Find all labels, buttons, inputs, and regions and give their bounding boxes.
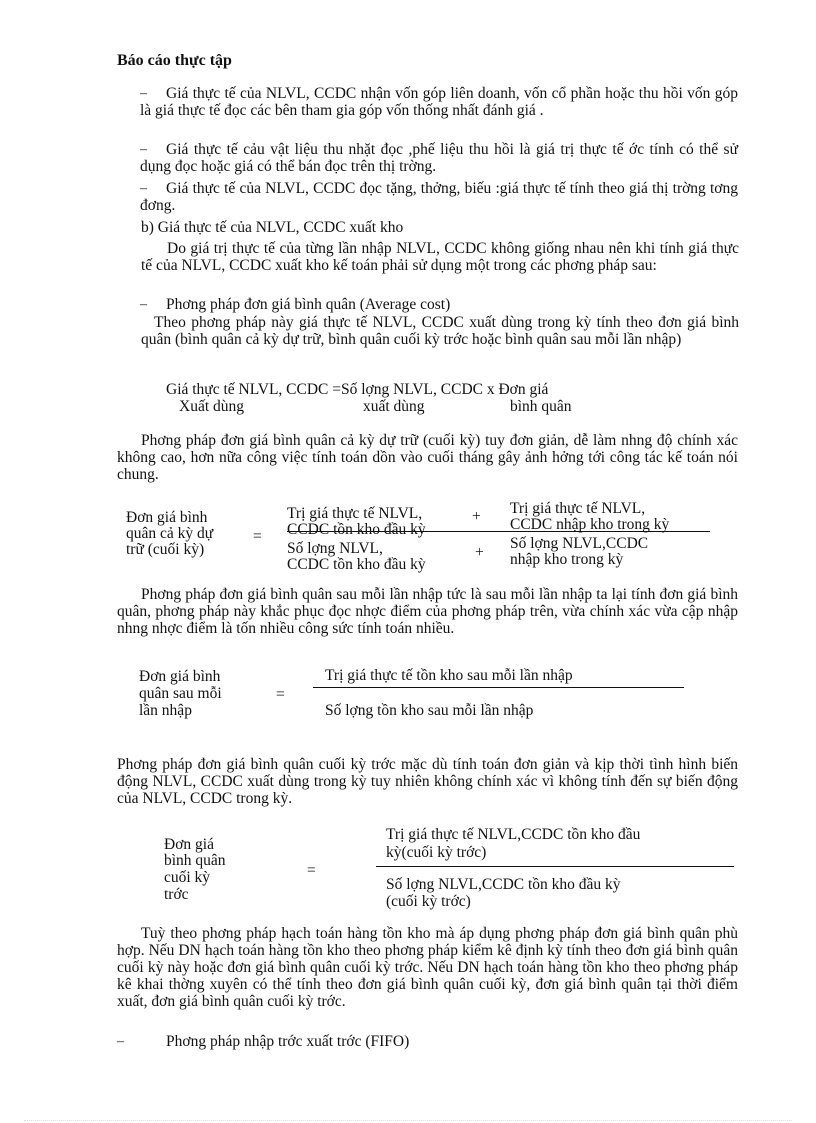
formula-2-equals: = [253, 528, 262, 545]
formula-1-line: Giá thực tế NLVL, CCDC =Số lợng NLVL, CCDC x Đơn giá [166, 381, 549, 398]
formula-2-plus-top: + [472, 508, 481, 525]
formula-2-lhs-2: quân cả kỳ dự [126, 525, 214, 542]
formula-2-num-1a: Trị giá thực tế NLVL, [287, 505, 423, 522]
paragraph-sau-moi-lan-nhap: Phơng pháp đơn giá bình quân sau mỗi lần nhập tức là sau mỗi lần nhập ta lại tính đơn giá bình quân, phơng pháp này khắc phục đọc nhợc điểm của phơng pháp trên, vừa chính xác vừa cập nhập nhng nhợc điểm là tốn nhiều công sức tính toán nhiều. [117, 586, 738, 637]
formula-2-plus-bottom: + [475, 544, 484, 561]
formula-2-num-2b: CCDC nhập kho trong kỳ [510, 516, 670, 533]
formula-4-equals: = [307, 862, 316, 879]
formula-4-lhs-2: bình quân [164, 852, 226, 869]
bullet-dash: – [140, 86, 147, 101]
bullet-dash: – [117, 1034, 124, 1049]
method-average-cost: Phơng pháp đơn giá bình quân (Average cost) [166, 296, 451, 313]
formula-3-equals: = [276, 686, 285, 703]
formula-4-den-1: Số lợng NLVL,CCDC tồn kho đầu kỳ [386, 876, 621, 893]
formula-4-den-2: (cuối kỳ trớc) [386, 893, 471, 910]
formula-4-fraction-bar [376, 866, 734, 867]
formula-2-num-1b: CCDC tồn kho đầu kỳ [287, 521, 426, 538]
formula-2-den-2a: Số lợng NLVL,CCDC [510, 535, 649, 552]
formula-4-num-2: kỳ(cuối kỳ trớc) [386, 844, 487, 861]
page-bottom-divider [24, 1120, 792, 1121]
bullet-dash: – [140, 297, 147, 312]
formula-2-den-2b: nhập kho trong kỳ [510, 551, 624, 568]
page-header: Báo cáo thực tập [117, 52, 232, 69]
formula-2-lhs-3: trữ (cuối kỳ) [126, 541, 205, 558]
formula-3-lhs-3: lần nhập [139, 702, 192, 719]
paragraph-ca-ky-du-tru: Phơng pháp đơn giá bình quân cả kỳ dự trữ (cuối kỳ) tuy đơn giản, dễ làm nhng độ chính xác không cao, hơn nữa công việc tính toán dồn vào cuối tháng gây ảnh hởng tới công tác kế toán nói chung. [117, 432, 738, 483]
paragraph-intro: Do giá trị thực tế của từng lần nhập NLVL, CCDC không giống nhau nên khi tính giá thực tế của NLVL, CCDC xuất kho kế toán phải sử dụng một trong các phơng pháp sau: [141, 240, 739, 274]
formula-2-num-2a: Trị giá thực tế NLVL, [510, 500, 646, 517]
paragraph-average-desc: Theo phơng pháp này giá thực tế NLVL, CCDC xuất dùng trong kỳ tính theo đơn giá bình quân (bình quân cả kỳ dự trữ, bình quân cuối kỳ trớc hoặc bình quân sau mỗi lần nhập) [141, 314, 739, 348]
formula-2-den-1b: CCDC tồn kho đầu kỳ [287, 556, 426, 573]
formula-3-lhs-1: Đơn giá bình [139, 668, 221, 685]
bullet-dash: – [140, 142, 147, 157]
formula-1-sub-binh-quan: bình quân [510, 398, 572, 415]
paragraph-bullet-2: Giá thực tế cảu vật liệu thu nhặt đọc ,phế liệu thu hồi là giá trị thực tế ớc tính có thể sử dụng đọc hoặc giá có thể bán đọc trên thị trờng. [140, 141, 738, 175]
method-fifo: Phơng pháp nhập trớc xuất trớc (FIFO) [166, 1033, 410, 1050]
formula-2-fraction-bar [287, 531, 710, 532]
formula-3-denominator: Số lợng tồn kho sau mỗi lần nhập [325, 702, 534, 719]
formula-2-lhs-1: Đơn giá bình [126, 509, 208, 526]
formula-2-den-1a: Số lợng NLVL, [287, 540, 383, 557]
formula-4-lhs-4: trớc [164, 886, 189, 903]
formula-1-sub-xuat-dung-2: xuất dùng [363, 398, 425, 415]
paragraph-tuy-theo: Tuỳ theo phơng pháp hạch toán hàng tồn kho mà áp dụng phơng pháp đơn giá bình quân phù hợp. Nếu DN hạch toán hàng tồn kho theo phơng pháp kiểm kê định kỳ tính theo đơn giá bình quân cuối kỳ này hoặc đơn giá bình quân cuối kỳ trớc. Nếu DN hạch toán hàng tồn kho theo phơng pháp kê khai thờng xuyên có thể tính theo đơn giá bình quân cuối kỳ, đơn giá bình quân tại thời điểm xuất, đơn giá bình quân cuối kỳ trớc. [117, 925, 738, 1010]
formula-4-lhs-1: Đơn giá [164, 836, 214, 853]
formula-4-num-1: Trị giá thực tế NLVL,CCDC tồn kho đầu [386, 826, 641, 843]
formula-1-sub-xuat-dung: Xuất dùng [179, 398, 245, 415]
paragraph-cuoi-ky-truoc: Phơng pháp đơn giá bình quân cuối kỳ trớc mặc dù tính toán đơn giản và kịp thời tình hình biến động NLVL, CCDC xuất dùng trong kỳ tuy nhiên không chính xác vì không tính đến sự biến động của NLVL, CCDC trong kỳ. [117, 756, 738, 807]
section-heading-b: b) Giá thực tế của NLVL, CCDC xuất kho [141, 219, 404, 236]
paragraph-bullet-3: Giá thực tế của NLVL, CCDC đọc tặng, thởng, biếu :giá thực tế tính theo giá thị trờng tơng đơng. [140, 180, 738, 214]
bullet-dash: – [140, 181, 147, 196]
formula-3-fraction-bar [313, 687, 684, 688]
formula-3-numerator: Trị giá thực tế tồn kho sau mỗi lần nhập [325, 667, 573, 684]
formula-3-lhs-2: quân sau mỗi [139, 685, 222, 702]
formula-4-lhs-3: cuối kỳ [164, 869, 211, 886]
paragraph-bullet-1: Giá thực tế của NLVL, CCDC nhận vốn góp liên doanh, vốn cổ phần hoặc thu hồi vốn góp là giá thực tế đọc các bên tham gia góp vốn thống nhất đánh giá . [140, 85, 738, 119]
